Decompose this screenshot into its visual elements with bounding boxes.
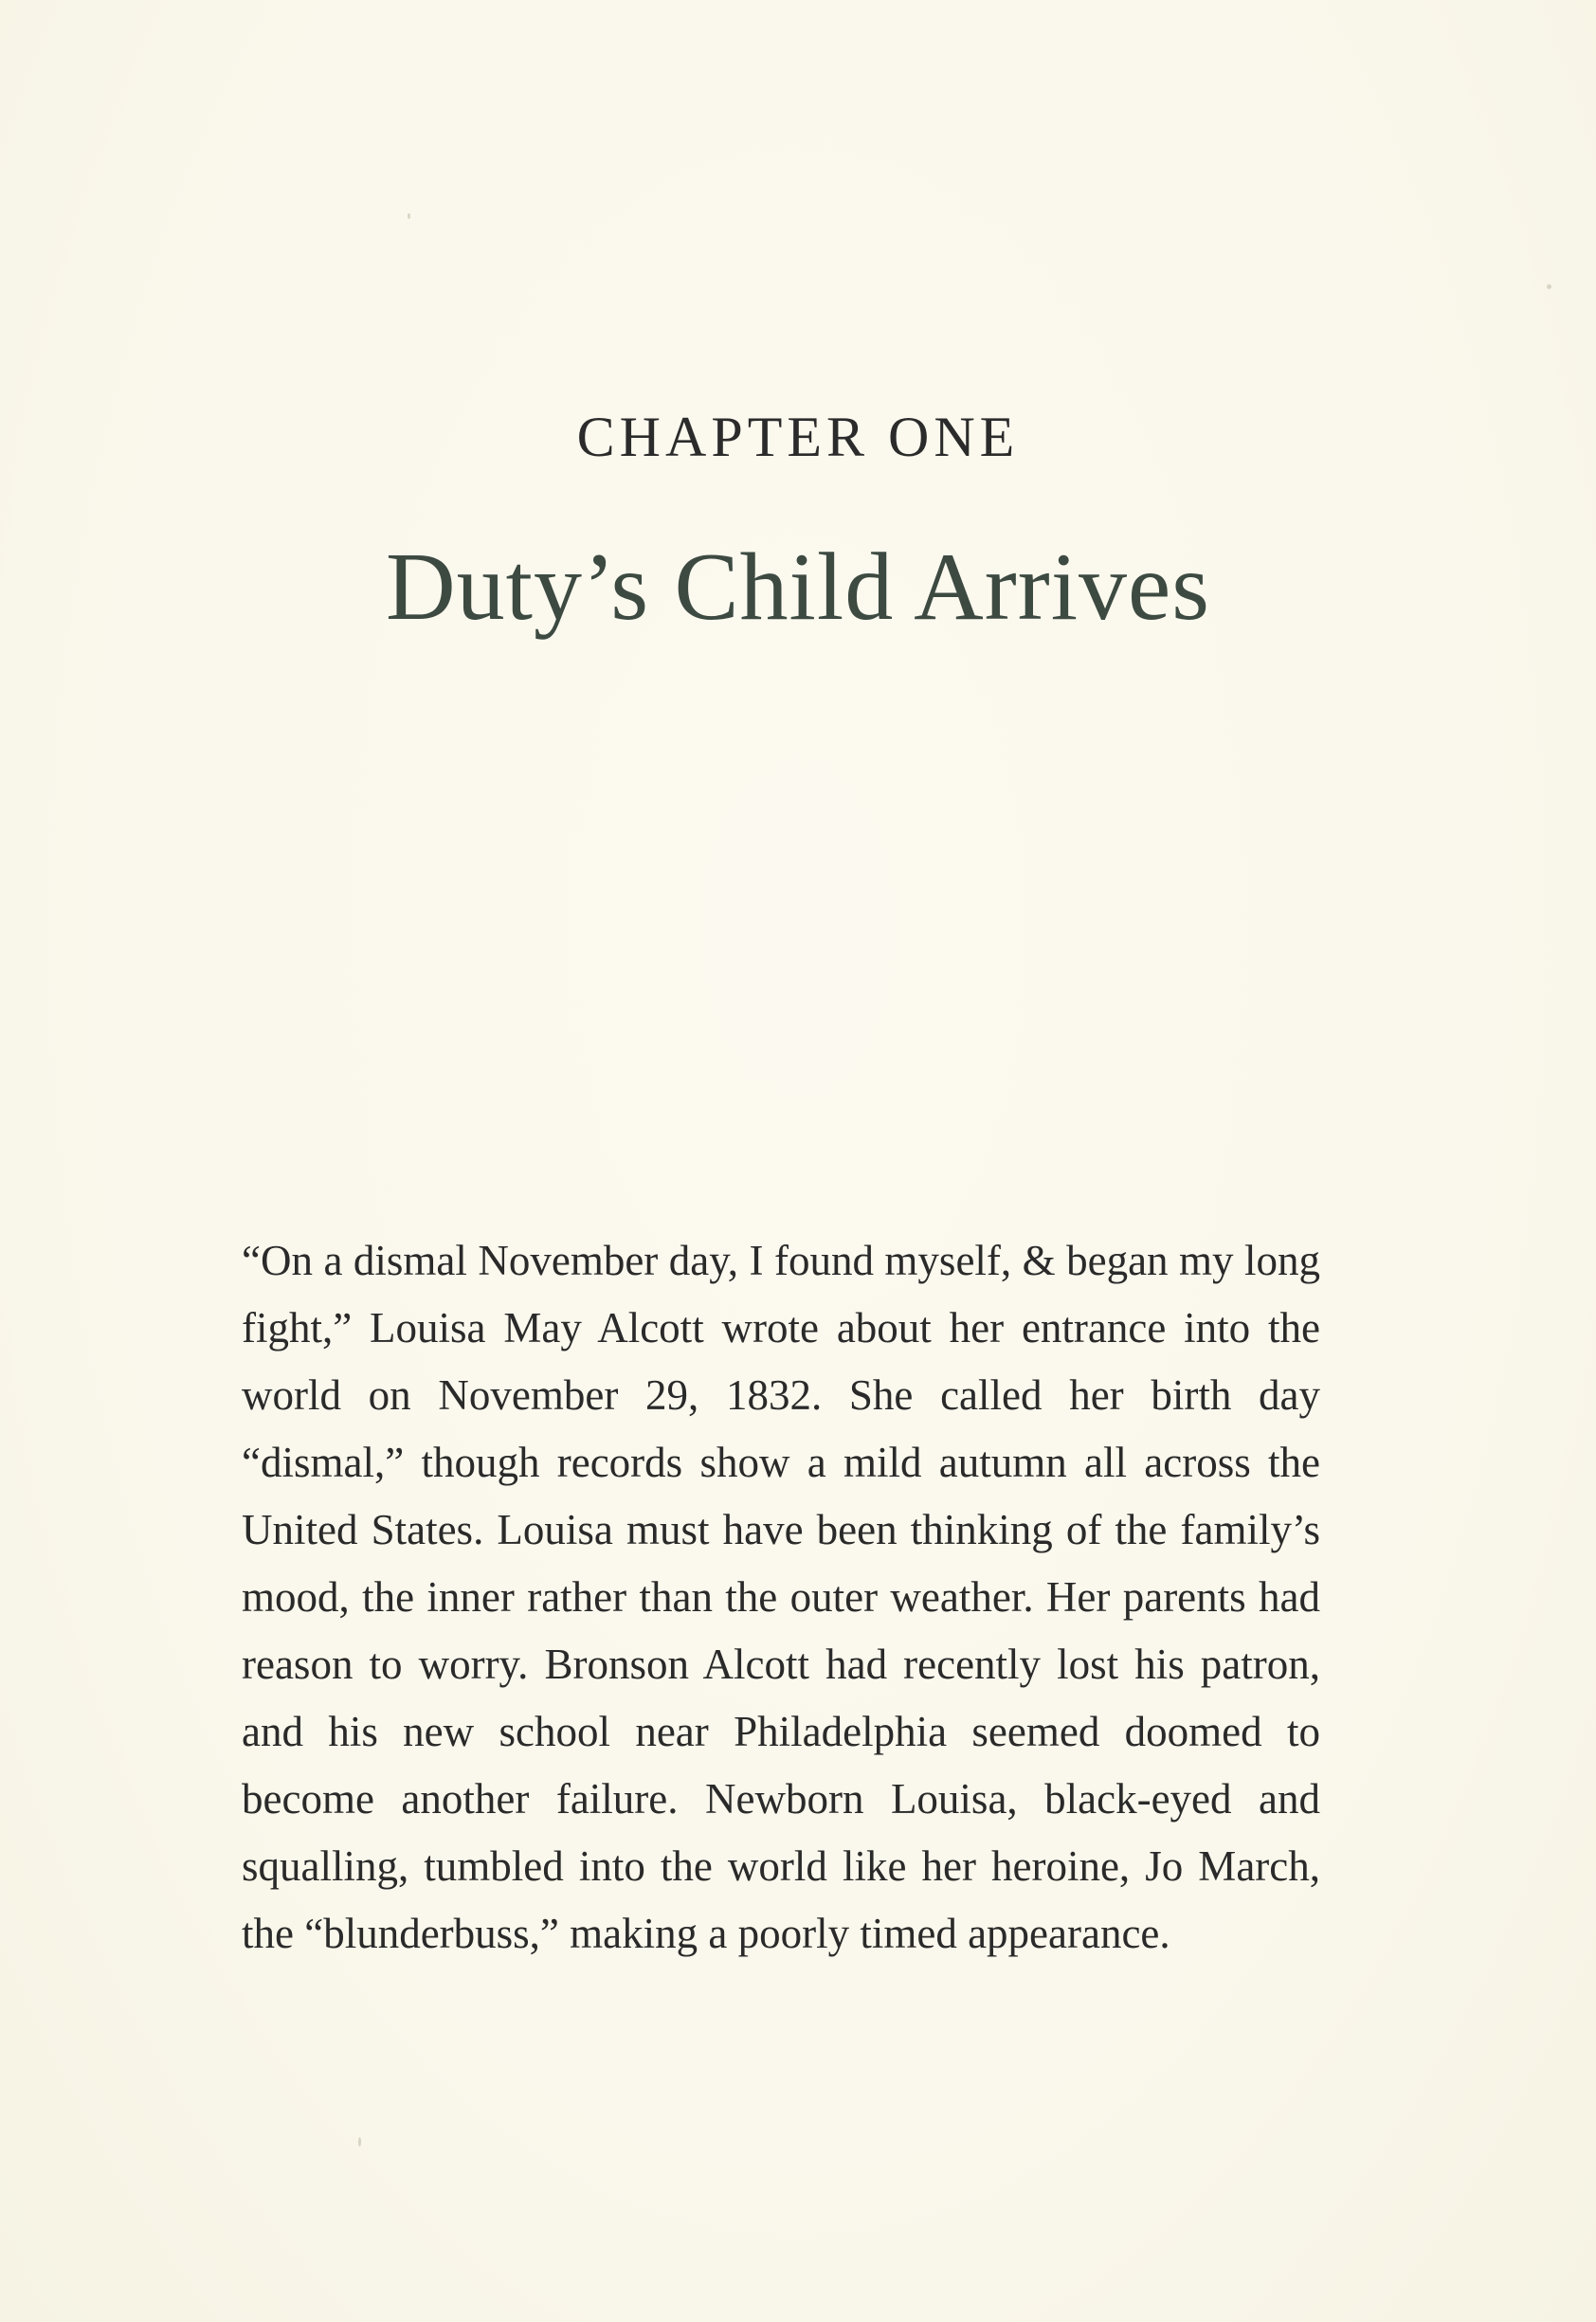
paper-speck [1547, 284, 1551, 289]
paper-speck [408, 213, 410, 219]
body-paragraph: “On a dismal November day, I found myself, & began my long fight,” Louisa May Alcott wrote about her entrance into the world on November 29, 1832. She called her birth day “dismal,” though records show a mild autumn all across the United States. Louisa must have been thinking of the family’s mood, the inner rather than the outer weather. Her parents had reason to worry. Bronson Alcott had recently lost his patron, and his new school near Philadelphia seemed doomed to become another failure. Newborn Louisa, black-eyed and squalling, tumbled into the world like her heroine, Jo March, the “blunderbuss,” making a poorly timed appearance. [242, 1237, 1320, 1957]
chapter-number: CHAPTER ONE [576, 406, 1020, 468]
chapter-title: Duty’s Child Arrives [385, 534, 1211, 641]
paper-speck [358, 2137, 361, 2147]
